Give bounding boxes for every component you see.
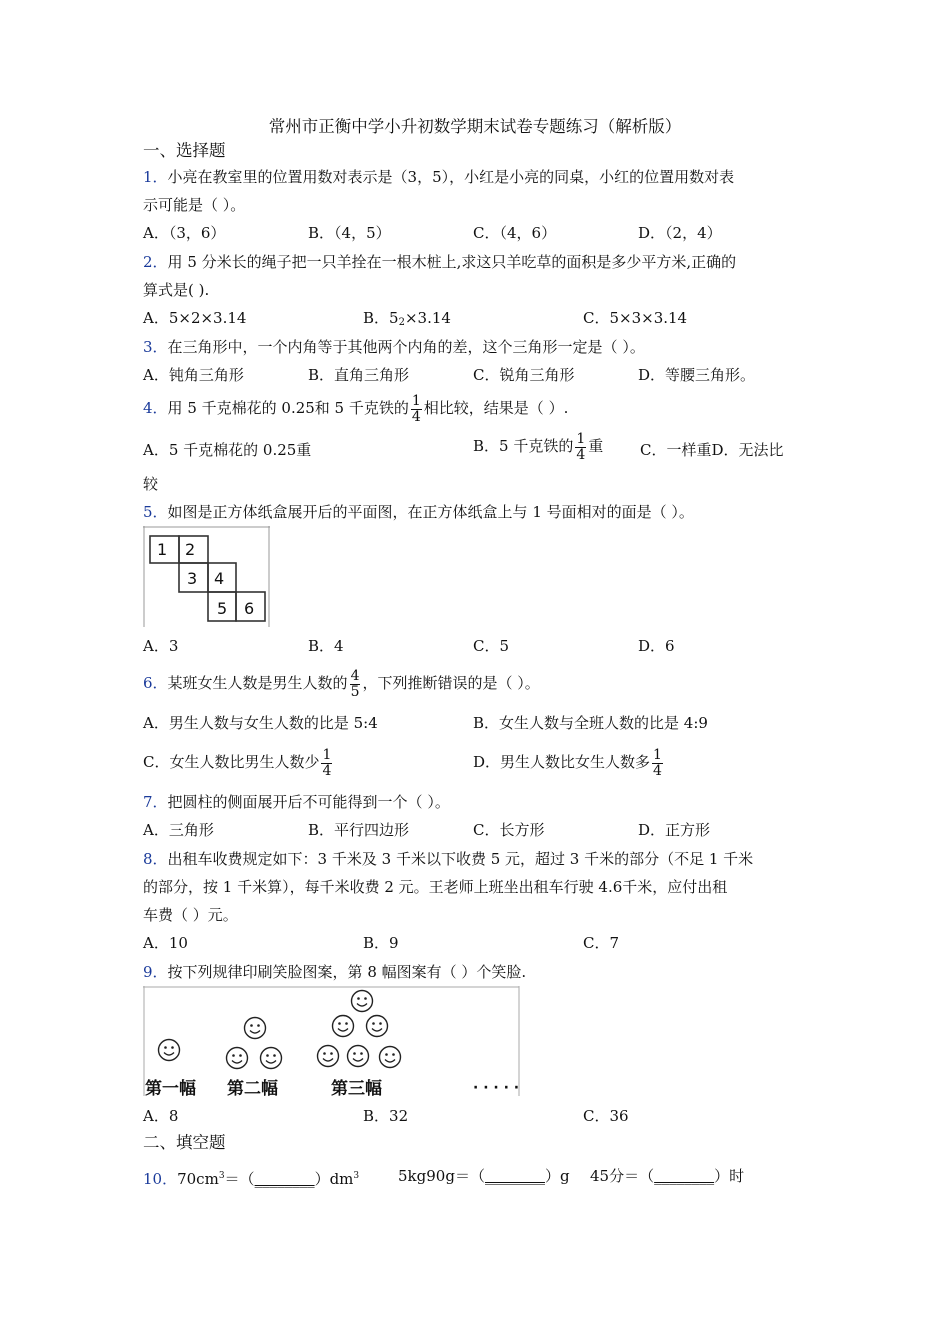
question-2-line1: [143, 252, 736, 272]
text: ）dm: [314, 1170, 354, 1188]
question-10-part2: [398, 1166, 570, 1186]
smiley-icon: [380, 1047, 401, 1068]
face-label: 5: [217, 599, 228, 618]
question-number: 2．: [143, 253, 168, 271]
fraction-denominator: 4: [322, 762, 332, 779]
figure-label: 第一幅: [145, 1079, 196, 1098]
option-c: C．36: [583, 1107, 629, 1125]
option-c: C．（4，6）: [473, 224, 557, 242]
option-c: C．长方形: [473, 821, 545, 839]
question-text: 出租车收费规定如下：3 千米及 3 千米以下收费 5 元，超过 3 千米的部分（不足 1 千米: [167, 850, 754, 868]
question-text: 把圆柱的侧面展开后不可能得到一个（ ）。: [167, 793, 450, 811]
option-b: B．9: [363, 934, 399, 952]
figure-label: 第三幅: [331, 1079, 382, 1098]
question-text-a: 某班女生人数是男生人数的: [167, 674, 348, 692]
smiley-pattern-figure: [143, 986, 521, 1098]
option-a: A．男生人数与女生人数的比是 5:4: [143, 714, 378, 732]
question-10: [143, 1166, 359, 1189]
question-8-line2: 的部分，按 1 千米算），每千米收费 2 元。王老师上班坐出租车行驶 4.6千米，应付出租: [143, 878, 728, 896]
fraction-numerator: 1: [322, 746, 332, 763]
option-a: A．三角形: [143, 821, 214, 839]
question-8-line3: 车费（ ）元。: [143, 906, 238, 924]
smiley-icon: [333, 1016, 354, 1037]
question-number: 9．: [143, 963, 168, 981]
fraction-numerator: 1: [653, 746, 662, 763]
option-a: A．8: [143, 1107, 179, 1125]
option-a: A．（3，6）: [143, 224, 226, 242]
question-5: [143, 502, 694, 522]
option-c: C．5: [473, 637, 510, 655]
option-cd: C．一样重D．无法比: [640, 441, 784, 459]
question-number: 8．: [143, 850, 168, 868]
question-text-b: 相比较，结果是（ ）.: [423, 399, 569, 417]
section-heading-choice: 一、选择题: [143, 141, 226, 160]
fraction-denominator: 4: [576, 446, 586, 463]
fraction-denominator: 4: [653, 762, 662, 779]
option-c: C．5×3×3.14: [583, 309, 688, 327]
section-heading-fill: 二、填空题: [143, 1133, 226, 1152]
question-number: 4．: [143, 399, 168, 417]
face-label: 1: [157, 540, 168, 559]
question-number: 7．: [143, 793, 168, 811]
question-number: 3．: [143, 338, 168, 356]
answer-blank[interactable]: ________: [254, 1170, 315, 1188]
smiley-icon: [352, 991, 373, 1012]
fraction-denominator: 4: [411, 408, 421, 425]
option-a: A．10: [143, 934, 188, 952]
question-number: 1．: [143, 168, 168, 186]
question-3: [143, 337, 645, 357]
smiley-icon: [261, 1048, 282, 1069]
question-8-line1: [143, 849, 753, 869]
fraction-numerator: 1: [411, 392, 421, 409]
option-b: B．（4，5）: [308, 224, 391, 242]
question-text: 在三角形中，一个内角等于其他两个内角的差，这个三角形一定是（ ）。: [167, 338, 645, 356]
question-1-line1: [143, 167, 734, 187]
option-a: A．钝角三角形: [143, 366, 244, 384]
option-a: A．5×2×3.14: [143, 309, 247, 327]
superscript: 3: [218, 1171, 225, 1181]
option-d: [473, 742, 665, 782]
figure-ellipsis: · · · · ·: [473, 1080, 520, 1096]
fraction: [321, 748, 332, 779]
option-b-suffix: 重: [588, 437, 604, 455]
question-text-b: ，下列推断错误的是（ ）。: [362, 674, 540, 692]
option-a: A．3: [143, 637, 179, 655]
question-9: [143, 962, 526, 982]
fraction-numerator: 1: [576, 430, 586, 447]
question-1-line2: 示可能是（ ）。: [143, 196, 246, 214]
question-text-a: 用 5 千克棉花的 0.25和 5 千克铁的: [167, 399, 409, 417]
option-b: B．女生人数与全班人数的比是 4:9: [473, 714, 708, 732]
question-number: 10．: [143, 1170, 178, 1188]
question-4: [143, 393, 568, 425]
smiley-icon: [245, 1018, 266, 1039]
fraction: [575, 432, 586, 463]
question-2-line2: 算式是( ).: [143, 281, 210, 299]
text: ＝（: [454, 1167, 485, 1185]
text: 5kg90g: [398, 1167, 455, 1185]
text: 分＝（: [609, 1167, 655, 1185]
question-text: 小亮在教室里的位置用数对表示是（3，5），小红是小亮的同桌，小红的位置用数对表: [167, 168, 735, 186]
option-b-rest: ×3.14: [404, 309, 451, 327]
question-6: [143, 663, 540, 703]
fraction-denominator: 5: [350, 683, 360, 700]
option-d-text: D．男生人数比女生人数多: [473, 753, 651, 771]
option-c: C．锐角三角形: [473, 366, 575, 384]
answer-blank[interactable]: ________: [484, 1167, 545, 1185]
option-b: [473, 430, 603, 463]
answer-blank[interactable]: ________: [654, 1167, 715, 1185]
option-d: D．6: [638, 637, 675, 655]
option-b-exponent: 2: [398, 317, 405, 328]
option-d: D．（2，4）: [638, 224, 722, 242]
question-number: 5．: [143, 503, 168, 521]
text: ）时: [714, 1167, 745, 1185]
option-a: A．5 千克棉花的 0.25重: [143, 441, 312, 459]
option-d: D．正方形: [638, 821, 711, 839]
smiley-icon: [348, 1046, 369, 1067]
option-b: B．4: [308, 637, 344, 655]
superscript: 3: [353, 1171, 360, 1181]
face-label: 3: [187, 569, 198, 588]
question-number: 6．: [143, 674, 168, 692]
option-continuation: 较: [143, 475, 159, 493]
question-7: [143, 792, 450, 812]
option-c: C．7: [583, 934, 620, 952]
smiley-icon: [367, 1016, 388, 1037]
smiley-icon: [159, 1040, 180, 1061]
option-c: [143, 742, 334, 782]
text: 45: [590, 1167, 610, 1185]
text: ＝（: [224, 1170, 255, 1188]
option-c-text: C．女生人数比男生人数少: [143, 753, 320, 771]
text: ）g: [544, 1167, 570, 1185]
face-label: 4: [214, 569, 225, 588]
option-d: D．等腰三角形。: [638, 366, 756, 384]
option-b: B．直角三角形: [308, 366, 410, 384]
smiley-icon: [318, 1046, 339, 1067]
option-b-text: B．5 千克铁的: [473, 437, 574, 455]
option-b: [363, 308, 451, 333]
question-text: 按下列规律印刷笑脸图案，第 8 幅图案有（ ）个笑脸.: [167, 963, 527, 981]
question-text: 如图是正方体纸盒展开后的平面图，在正方体纸盒上与 1 号面相对的面是（ ）。: [167, 503, 694, 521]
cube-net-figure: [143, 526, 271, 628]
page-title: 常州市正衡中学小升初数学期末试卷专题练习（解析版）: [268, 117, 682, 136]
option-b: B．平行四边形: [308, 821, 410, 839]
option-b-base: B．5: [363, 309, 399, 327]
face-label: 2: [185, 540, 196, 559]
text: 70cm: [177, 1170, 219, 1188]
figure-label: 第二幅: [227, 1079, 278, 1098]
question-text: 用 5 分米长的绳子把一只羊拴在一根木桩上,求这只羊吃草的面积是多少平方米,正确的: [167, 253, 737, 271]
face-label: 6: [244, 599, 255, 618]
option-b: B．32: [363, 1107, 409, 1125]
smiley-icon: [227, 1048, 248, 1069]
question-10-part3: [590, 1166, 744, 1186]
fraction-numerator: 4: [350, 667, 360, 684]
fraction: [411, 394, 422, 425]
fraction: [652, 748, 663, 779]
fraction: [350, 669, 361, 700]
